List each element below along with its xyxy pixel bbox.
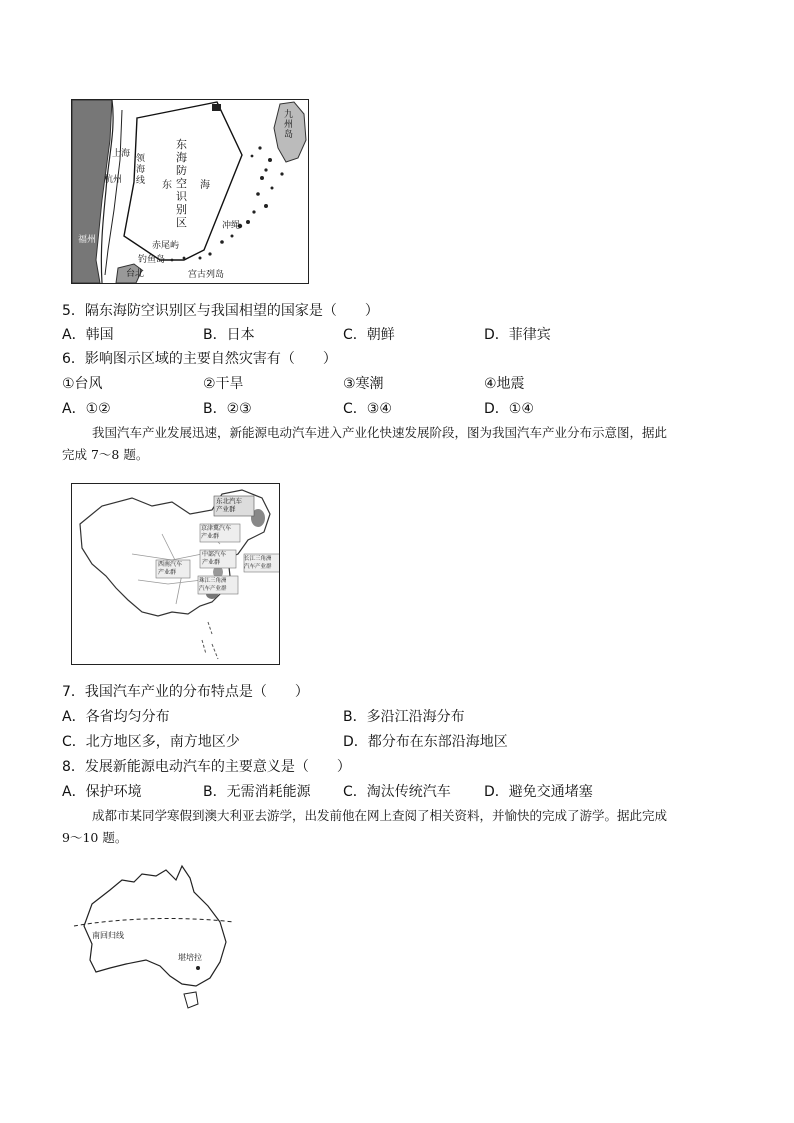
east-china-sea-map [71, 99, 309, 284]
label-kyushu: 九 州 岛 [284, 110, 294, 140]
question-5-option-d[interactable]: D．菲律宾 [484, 327, 551, 343]
question-8-stem: 8．发展新能源电动汽车的主要意义是（ ） [62, 759, 351, 775]
question-8-option-d[interactable]: D．避免交通堵塞 [484, 784, 593, 800]
label-northeast-cluster: 东北汽车 产业群 [216, 497, 242, 513]
passage-7-8-line-2: 完成 7～8 题。 [62, 447, 149, 462]
question-6-option-d[interactable]: D．①④ [484, 401, 534, 417]
question-6-option-a[interactable]: A．①② [62, 401, 111, 417]
question-6-item-2: ②干旱 [203, 376, 244, 392]
question-7-stem: 7．我国汽车产业的分布特点是（ ） [62, 684, 309, 700]
question-6-item-4: ④地震 [484, 376, 525, 392]
south-china-sea-islands [202, 622, 218, 659]
label-tropic-of-capricorn: 南回归线 [92, 931, 124, 940]
question-5-option-c[interactable]: C．朝鲜 [343, 327, 395, 343]
question-5-stem: 5．隔东海防空识别区与我国相望的国家是（ ） [62, 303, 379, 319]
label-okinawa: 冲绳 [222, 221, 241, 231]
question-7-option-d[interactable]: D．都分布在东部沿海地区 [343, 734, 508, 750]
canberra-dot [196, 966, 200, 970]
label-shanghai: 上海 [112, 149, 131, 159]
question-6-option-c[interactable]: C．③④ [343, 401, 392, 417]
question-6-option-b[interactable]: B．②③ [203, 401, 252, 417]
label-hangzhou: 杭州 [104, 175, 123, 185]
label-southwest-cluster: 西南汽车 产业群 [158, 561, 183, 576]
label-jingjin-cluster: 京津冀汽车 产业群 [201, 525, 232, 540]
australia-outline [84, 866, 226, 986]
question-6-item-3: ③寒潮 [343, 376, 384, 392]
label-adiz-title: 东 海 防 空 识 别 区 [176, 138, 187, 229]
question-7-option-a[interactable]: A．各省均匀分布 [62, 709, 170, 725]
question-7-option-b[interactable]: B．多沿江沿海分布 [343, 709, 465, 725]
label-fuzhou: 福州 [78, 235, 97, 245]
label-pearl-cluster: 珠江三角洲 汽车产业群 [199, 578, 227, 592]
passage-9-10-line-1: 成都市某同学寒假到澳大利亚去游学，出发前他在网上查阅了相关资料，并愉快的完成了游学。据此完成 [92, 808, 668, 823]
question-5-option-a[interactable]: A．韩国 [62, 327, 114, 343]
china-auto-industry-map [71, 483, 280, 665]
label-east: 东 [162, 180, 172, 191]
passage-9-10-line-2: 9～10 题。 [62, 830, 128, 845]
question-6-stem: 6．影响图示区域的主要自然灾害有（ ） [62, 351, 337, 367]
question-7-option-c[interactable]: C．北方地区多，南方地区少 [62, 734, 240, 750]
question-8-option-a[interactable]: A．保护环境 [62, 784, 142, 800]
passage-9-10 [62, 805, 732, 849]
label-miyako: 宫古列岛 [188, 270, 225, 280]
question-5-option-b[interactable]: B．日本 [203, 327, 255, 343]
passage-7-8-line-1: 我国汽车产业发展迅速，新能源电动汽车进入产业化快速发展阶段，图为我国汽车产业分布示意图，据此 [92, 425, 668, 440]
question-8-option-b[interactable]: B．无需消耗能源 [203, 784, 311, 800]
east-china-sea-map-svg [72, 100, 308, 283]
australia-map [70, 860, 240, 1015]
label-diaoyu: 钓鱼岛 [138, 255, 166, 265]
question-8-option-c[interactable]: C．淘汰传统汽车 [343, 784, 451, 800]
label-canberra: 堪培拉 [178, 953, 202, 962]
question-6-item-1: ①台风 [62, 376, 103, 392]
label-taibei: 台北 [126, 269, 145, 279]
label-yangtze-cluster: 长江三角洲 汽车产业群 [244, 556, 272, 570]
label-chiwei: 赤尾屿 [152, 241, 180, 251]
label-central-cluster: 中部汽车 产业群 [202, 551, 227, 566]
passage-7-8 [62, 422, 732, 466]
label-territorial-sea-line: 领 海 线 [136, 154, 146, 186]
label-sea: 海 [200, 180, 210, 191]
tasmania-island [184, 992, 198, 1008]
